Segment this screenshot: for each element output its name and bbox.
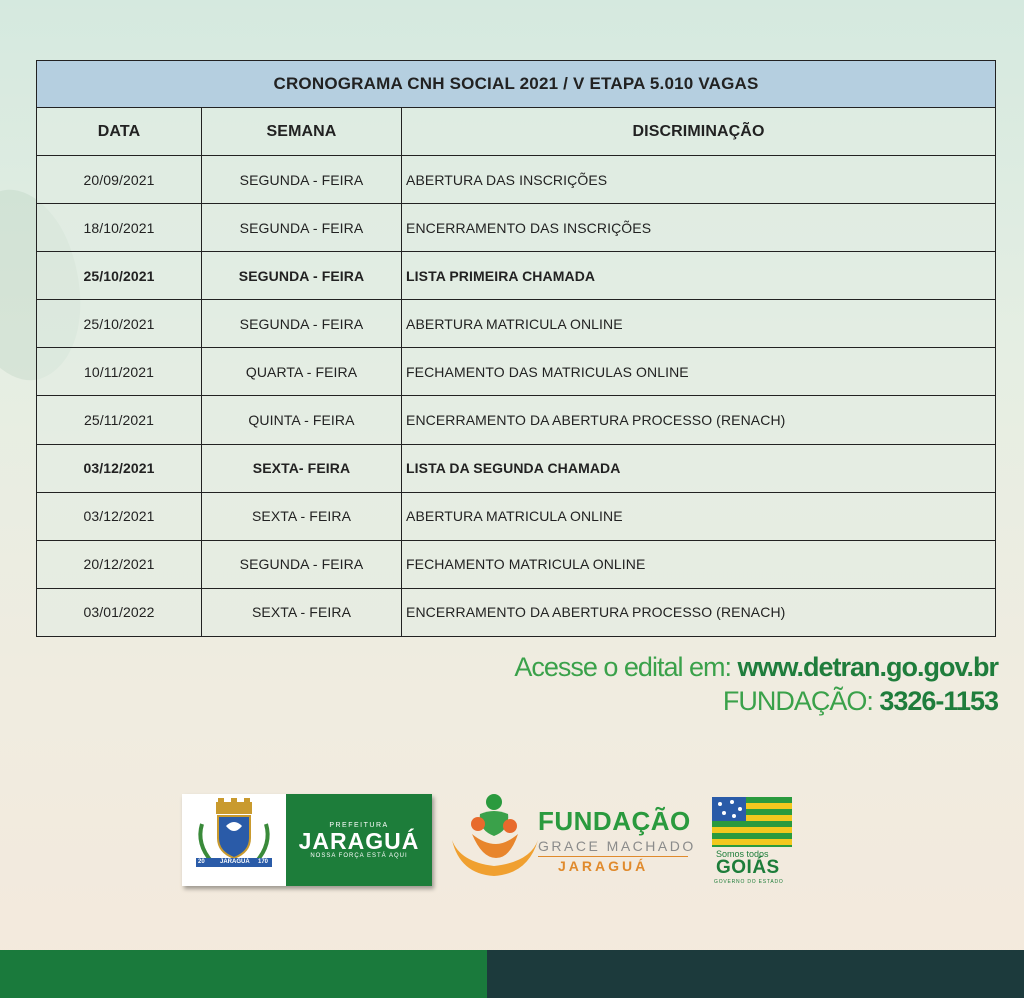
goias-slogan: Somos todos — [716, 849, 769, 859]
prefeitura-name: JARAGUÁ — [298, 827, 420, 854]
row-date: 25/10/2021 — [37, 300, 202, 348]
crest-year-left: 20 — [198, 859, 205, 865]
table-row — [37, 492, 996, 540]
row-description: ENCERRAMENTO DAS INSCRIÇÕES — [402, 204, 996, 252]
header-date: DATA — [37, 108, 202, 156]
table-row — [37, 204, 996, 252]
table-title: CRONOGRAMA CNH SOCIAL 2021 / V ETAPA 5.010 VAGAS — [37, 61, 996, 108]
table-row — [37, 348, 996, 396]
row-description: LISTA PRIMEIRA CHAMADA — [402, 252, 996, 300]
fundacao-city: JARAGUÁ — [558, 858, 649, 874]
fundacao-phone: 3326-1153 — [879, 686, 998, 716]
goias-flag-icon — [712, 797, 792, 847]
row-date: 25/11/2021 — [37, 396, 202, 444]
table-header-row — [37, 108, 996, 156]
footer-bar-green — [0, 950, 487, 998]
row-description: ABERTURA MATRICULA ONLINE — [402, 492, 996, 540]
row-date: 20/12/2021 — [37, 540, 202, 588]
row-date: 25/10/2021 — [37, 252, 202, 300]
row-weekday: SEGUNDA - FEIRA — [202, 540, 402, 588]
fundacao-title: FUNDAÇÃO — [538, 806, 691, 836]
prefeitura-tagline: NOSSA FORÇA ESTÁ AQUI — [310, 852, 408, 859]
fundacao-divider — [538, 856, 688, 857]
crest-year-right: 170 — [258, 859, 269, 865]
row-date: 03/01/2022 — [37, 588, 202, 636]
table-row — [37, 396, 996, 444]
table-row — [37, 300, 996, 348]
family-hands-icon — [450, 790, 540, 885]
row-date: 03/12/2021 — [37, 444, 202, 492]
row-description: ABERTURA MATRICULA ONLINE — [402, 300, 996, 348]
schedule-table — [36, 60, 996, 637]
row-description: ENCERRAMENTO DA ABERTURA PROCESSO (RENACH) — [402, 588, 996, 636]
table-row — [37, 588, 996, 636]
row-description: FECHAMENTO DAS MATRICULAS ONLINE — [402, 348, 996, 396]
row-description: LISTA DA SEGUNDA CHAMADA — [402, 444, 996, 492]
row-weekday: QUARTA - FEIRA — [202, 348, 402, 396]
fundacao-info — [723, 686, 998, 717]
row-weekday: SEXTA - FEIRA — [202, 492, 402, 540]
goias-logo — [710, 797, 796, 889]
prefeitura-small-label: PREFEITURA — [329, 821, 389, 829]
row-weekday: SEGUNDA - FEIRA — [202, 300, 402, 348]
goias-name: GOIÁS — [716, 857, 780, 878]
footer-bar-dark — [487, 950, 1024, 998]
goias-government: GOVERNO DO ESTADO — [714, 879, 784, 885]
table-title-row — [37, 61, 996, 108]
row-weekday: SEGUNDA - FEIRA — [202, 252, 402, 300]
row-date: 10/11/2021 — [37, 348, 202, 396]
fundacao-subtitle: GRACE MACHADO — [538, 838, 696, 854]
row-weekday: SEXTA- FEIRA — [202, 444, 402, 492]
row-description: ABERTURA DAS INSCRIÇÕES — [402, 156, 996, 204]
row-description: ENCERRAMENTO DA ABERTURA PROCESSO (RENACH) — [402, 396, 996, 444]
edital-label: Acesse o edital em: — [514, 652, 738, 682]
crest-name: JARAGUÁ — [220, 859, 250, 865]
fundacao-label: FUNDAÇÃO: — [722, 686, 880, 716]
header-weekday: SEMANA — [202, 108, 402, 156]
edital-url[interactable]: www.detran.go.gov.br — [737, 652, 998, 682]
table-row — [37, 252, 996, 300]
header-description: DISCRIMINAÇÃO — [402, 108, 996, 156]
row-date: 20/09/2021 — [37, 156, 202, 204]
table-row — [37, 540, 996, 588]
fundacao-grace-machado-logo — [450, 790, 700, 890]
prefeitura-name-panel — [286, 794, 432, 886]
row-weekday: SEGUNDA - FEIRA — [202, 204, 402, 252]
row-weekday: SEGUNDA - FEIRA — [202, 156, 402, 204]
row-weekday: SEXTA - FEIRA — [202, 588, 402, 636]
table-row — [37, 156, 996, 204]
row-date: 18/10/2021 — [37, 204, 202, 252]
edital-info — [514, 652, 998, 683]
row-description: FECHAMENTO MATRICULA ONLINE — [402, 540, 996, 588]
row-weekday: QUINTA - FEIRA — [202, 396, 402, 444]
jaragua-crest — [182, 794, 286, 886]
prefeitura-jaragua-logo — [182, 794, 432, 886]
row-date: 03/12/2021 — [37, 492, 202, 540]
table-row — [37, 444, 996, 492]
crest-icon — [182, 794, 286, 886]
